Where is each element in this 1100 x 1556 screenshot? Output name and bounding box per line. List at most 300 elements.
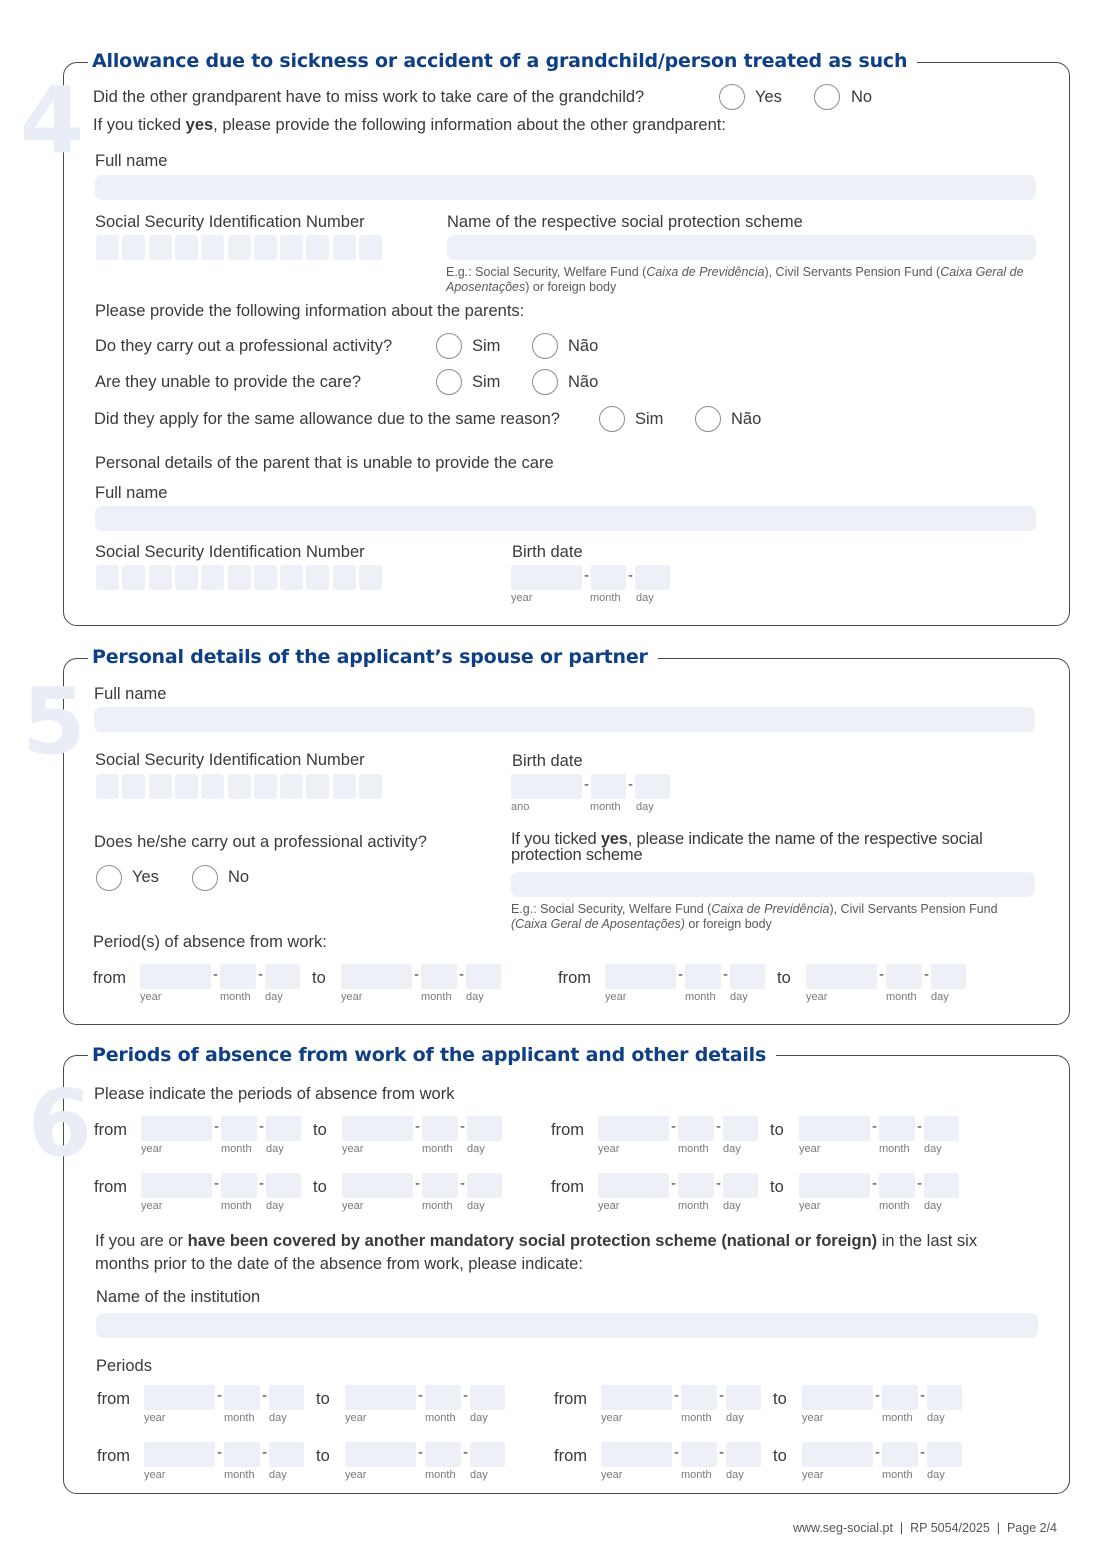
from-label: from bbox=[97, 1390, 130, 1408]
spouse-professional-no-radio[interactable] bbox=[192, 865, 218, 891]
spouse-instruction-post: , please indicate the name of the respective social protection scheme bbox=[511, 830, 983, 864]
date-separator: - bbox=[716, 1175, 721, 1192]
parents-unable-nao-label: Não bbox=[568, 373, 599, 391]
parents-unable-question: Are they unable to provide the care? bbox=[95, 373, 362, 391]
from-label: from bbox=[93, 969, 126, 987]
date-separator: - bbox=[671, 1118, 676, 1135]
day-box[interactable] bbox=[931, 964, 966, 989]
date-separator: - bbox=[719, 1444, 724, 1461]
date-separator: - bbox=[628, 567, 633, 584]
day-box[interactable] bbox=[269, 1442, 304, 1467]
ssin-digit-box[interactable] bbox=[201, 235, 224, 260]
parent-full-name-label: Full name bbox=[95, 484, 168, 502]
spouse-professional-no-label: No bbox=[228, 868, 250, 886]
month-box[interactable] bbox=[422, 1173, 458, 1198]
month-caption: month bbox=[422, 1200, 453, 1212]
section-5-number: 5 bbox=[22, 668, 87, 775]
month-caption: month bbox=[421, 991, 452, 1003]
hint-part-4: Caixa Geral de Aposentações bbox=[446, 265, 1024, 294]
day-caption: day bbox=[636, 592, 654, 604]
date-separator: - bbox=[879, 966, 884, 983]
year-caption: year bbox=[605, 991, 627, 1003]
covered-pre: If you are or bbox=[95, 1232, 188, 1250]
covered-post: in the last six months prior to the date of the absence from work, please indicate: bbox=[95, 1232, 978, 1273]
day-caption: day bbox=[931, 991, 949, 1003]
ssin-digit-box[interactable] bbox=[175, 565, 198, 590]
day-caption: day bbox=[636, 801, 654, 813]
instruction-bold: yes bbox=[185, 116, 214, 134]
section-6-number: 6 bbox=[28, 1070, 93, 1177]
ssin-digit-box[interactable] bbox=[228, 235, 251, 260]
year-box[interactable] bbox=[799, 1116, 870, 1141]
day-box[interactable] bbox=[924, 1116, 959, 1141]
day-box[interactable] bbox=[726, 1442, 761, 1467]
ssin-digit-box[interactable] bbox=[306, 235, 329, 260]
year-box[interactable] bbox=[802, 1385, 873, 1410]
date-separator: - bbox=[463, 1444, 468, 1461]
spouse-birth-date-label: Birth date bbox=[512, 752, 583, 770]
to-label: to bbox=[316, 1447, 330, 1465]
month-box[interactable] bbox=[591, 774, 626, 799]
date-separator: - bbox=[415, 1118, 420, 1135]
month-caption: month bbox=[220, 991, 251, 1003]
year-box[interactable] bbox=[511, 774, 582, 799]
year-box[interactable] bbox=[144, 1442, 215, 1467]
year-caption: year bbox=[799, 1200, 821, 1212]
day-caption: day bbox=[927, 1469, 945, 1481]
parents-applied-nao-label: Não bbox=[731, 410, 762, 428]
date-separator: - bbox=[213, 966, 218, 983]
parents-professional-nao-label: Não bbox=[568, 337, 599, 355]
ssin-digit-box[interactable] bbox=[149, 565, 172, 590]
month-box[interactable] bbox=[882, 1442, 918, 1467]
date-separator: - bbox=[214, 1118, 219, 1135]
to-label: to bbox=[770, 1178, 784, 1196]
date-separator: - bbox=[920, 1387, 925, 1404]
section-6-title: Periods of absence from work of the applicant and other details bbox=[88, 1043, 776, 1067]
month-box[interactable] bbox=[591, 565, 626, 590]
from-label: from bbox=[97, 1447, 130, 1465]
from-label: from bbox=[551, 1121, 584, 1139]
parent-ssin-label: Social Security Identification Number bbox=[95, 543, 365, 561]
day-box[interactable] bbox=[723, 1116, 758, 1141]
year-caption: year bbox=[598, 1200, 620, 1212]
day-box[interactable] bbox=[266, 1116, 301, 1141]
month-box[interactable] bbox=[221, 1116, 257, 1141]
page-footer: www.seg-social.pt | RP 5054/2025 | Page 2/4 bbox=[792, 1521, 1057, 1535]
section-5-title: Personal details of the applicant’s spouse or partner bbox=[88, 645, 658, 669]
ssin-digit-box[interactable] bbox=[254, 774, 277, 799]
year-caption: year bbox=[144, 1469, 166, 1481]
date-separator: - bbox=[917, 1118, 922, 1135]
to-label: to bbox=[777, 969, 791, 987]
day-caption: day bbox=[467, 1200, 485, 1212]
ssin-digit-box[interactable] bbox=[175, 774, 198, 799]
day-caption: day bbox=[723, 1143, 741, 1155]
parents-intro: Please provide the following information about the parents: bbox=[95, 302, 525, 320]
year-box[interactable] bbox=[140, 964, 211, 989]
hint-part-2: Caixa de Previdência bbox=[646, 265, 765, 279]
date-separator: - bbox=[415, 1175, 420, 1192]
month-caption: month bbox=[590, 592, 621, 604]
year-caption: year bbox=[140, 991, 162, 1003]
parents-applied-nao-radio[interactable] bbox=[695, 406, 721, 432]
year-box[interactable] bbox=[342, 1173, 413, 1198]
year-box[interactable] bbox=[601, 1385, 672, 1410]
date-separator: - bbox=[678, 966, 683, 983]
spouse-professional-yes-label: Yes bbox=[132, 868, 159, 886]
ssin-digit-box[interactable] bbox=[280, 235, 303, 260]
to-label: to bbox=[316, 1390, 330, 1408]
to-label: to bbox=[773, 1447, 787, 1465]
day-caption: day bbox=[266, 1143, 284, 1155]
month-caption: month bbox=[886, 991, 917, 1003]
year-caption: year bbox=[141, 1200, 163, 1212]
year-caption: year bbox=[802, 1412, 824, 1424]
year-box[interactable] bbox=[144, 1385, 215, 1410]
instruction-pre: If you ticked bbox=[93, 116, 186, 134]
date-separator: - bbox=[674, 1387, 679, 1404]
ssin-digit-box[interactable] bbox=[175, 235, 198, 260]
month-box[interactable] bbox=[425, 1442, 461, 1467]
day-caption: day bbox=[467, 1143, 485, 1155]
date-separator: - bbox=[460, 1175, 465, 1192]
grandparent-question: Did the other grandparent have to miss work to take care of the grandchild? bbox=[93, 88, 645, 106]
month-box[interactable] bbox=[879, 1116, 915, 1141]
date-separator: - bbox=[259, 1175, 264, 1192]
month-box[interactable] bbox=[886, 964, 922, 989]
grandparent-yes-label: Yes bbox=[755, 88, 782, 106]
from-label: from bbox=[554, 1390, 587, 1408]
day-box[interactable] bbox=[924, 1173, 959, 1198]
year-caption: ano bbox=[511, 801, 530, 813]
year-caption: year bbox=[341, 991, 363, 1003]
date-separator: - bbox=[674, 1444, 679, 1461]
day-box[interactable] bbox=[266, 1173, 301, 1198]
spouse-hint-part-1: E.g.: Social Security, Welfare Fund ( bbox=[511, 902, 712, 916]
spouse-hint-part-5: or foreign body bbox=[684, 917, 772, 931]
grandparent-yes-radio[interactable] bbox=[719, 84, 745, 110]
date-separator: - bbox=[875, 1387, 880, 1404]
ssin-digit-box[interactable] bbox=[96, 565, 119, 590]
spouse-scheme-instruction bbox=[511, 831, 1031, 863]
year-box[interactable] bbox=[345, 1442, 416, 1467]
from-label: from bbox=[558, 969, 591, 987]
date-separator: - bbox=[217, 1387, 222, 1404]
year-caption: year bbox=[345, 1469, 367, 1481]
date-separator: - bbox=[917, 1175, 922, 1192]
parents-unable-sim-radio[interactable] bbox=[436, 369, 462, 395]
day-caption: day bbox=[470, 1469, 488, 1481]
section-4-number: 4 bbox=[20, 67, 85, 174]
ssin-digit-box[interactable] bbox=[149, 235, 172, 260]
hint-part-3: ), Civil Servants Pension Fund ( bbox=[764, 265, 941, 279]
day-box[interactable] bbox=[269, 1385, 304, 1410]
grandparent-full-name-input[interactable] bbox=[95, 175, 1036, 200]
from-label: from bbox=[94, 1178, 127, 1196]
month-box[interactable] bbox=[421, 964, 457, 989]
month-box[interactable] bbox=[224, 1385, 260, 1410]
day-box[interactable] bbox=[723, 1173, 758, 1198]
year-caption: year bbox=[511, 592, 533, 604]
spouse-full-name-label: Full name bbox=[94, 685, 167, 703]
date-separator: - bbox=[723, 966, 728, 983]
parents-professional-question: Do they carry out a professional activity? bbox=[95, 337, 393, 355]
day-caption: day bbox=[927, 1412, 945, 1424]
day-box[interactable] bbox=[265, 964, 300, 989]
day-caption: day bbox=[269, 1412, 287, 1424]
spouse-instruction-bold: yes bbox=[600, 830, 628, 848]
month-caption: month bbox=[879, 1143, 910, 1155]
ssin-digit-box[interactable] bbox=[359, 235, 382, 260]
month-caption: month bbox=[221, 1143, 252, 1155]
from-label: from bbox=[94, 1121, 127, 1139]
month-box[interactable] bbox=[422, 1116, 458, 1141]
date-separator: - bbox=[262, 1444, 267, 1461]
ssin-digit-box[interactable] bbox=[122, 235, 145, 260]
instruction-post: , please provide the following information about the other grandparent: bbox=[213, 116, 726, 134]
date-separator: - bbox=[217, 1444, 222, 1461]
month-caption: month bbox=[678, 1143, 709, 1155]
spouse-hint-part-4: (Caixa Geral de Aposentações) bbox=[511, 917, 685, 931]
from-label: from bbox=[554, 1447, 587, 1465]
ssin-digit-box[interactable] bbox=[333, 565, 356, 590]
date-separator: - bbox=[262, 1387, 267, 1404]
date-separator: - bbox=[418, 1444, 423, 1461]
date-separator: - bbox=[414, 966, 419, 983]
day-box[interactable] bbox=[730, 964, 765, 989]
ssin-digit-box[interactable] bbox=[228, 565, 251, 590]
to-label: to bbox=[312, 969, 326, 987]
other-scheme-instruction bbox=[95, 1230, 1035, 1276]
spouse-ssin-label: Social Security Identification Number bbox=[95, 751, 365, 769]
spouse-absence-label: Period(s) of absence from work: bbox=[93, 933, 327, 951]
month-box[interactable] bbox=[221, 1173, 257, 1198]
spouse-professional-question: Does he/she carry out a professional activity? bbox=[94, 833, 427, 851]
date-separator: - bbox=[872, 1118, 877, 1135]
parents-applied-sim-label: Sim bbox=[635, 410, 664, 428]
day-caption: day bbox=[726, 1412, 744, 1424]
month-caption: month bbox=[681, 1412, 712, 1424]
grandparent-instruction bbox=[93, 115, 726, 135]
month-caption: month bbox=[221, 1200, 252, 1212]
date-separator: - bbox=[924, 966, 929, 983]
hint-part-5: ) or foreign body bbox=[525, 280, 617, 294]
date-separator: - bbox=[463, 1387, 468, 1404]
month-caption: month bbox=[678, 1200, 709, 1212]
month-box[interactable] bbox=[879, 1173, 915, 1198]
day-caption: day bbox=[723, 1200, 741, 1212]
year-box[interactable] bbox=[341, 964, 412, 989]
date-separator: - bbox=[920, 1444, 925, 1461]
year-box[interactable] bbox=[141, 1173, 212, 1198]
ssin-digit-box[interactable] bbox=[201, 565, 224, 590]
day-caption: day bbox=[924, 1200, 942, 1212]
month-box[interactable] bbox=[882, 1385, 918, 1410]
parents-applied-sim-radio[interactable] bbox=[599, 406, 625, 432]
year-caption: year bbox=[342, 1143, 364, 1155]
year-caption: year bbox=[802, 1469, 824, 1481]
month-box[interactable] bbox=[685, 964, 721, 989]
periods-label: Periods bbox=[96, 1357, 152, 1375]
parents-unable-nao-radio[interactable] bbox=[532, 369, 558, 395]
ssin-digit-box[interactable] bbox=[333, 774, 356, 799]
grandparent-full-name-label: Full name bbox=[95, 152, 168, 170]
year-box[interactable] bbox=[605, 964, 676, 989]
date-separator: - bbox=[214, 1175, 219, 1192]
grandparent-scheme-label: Name of the respective social protection scheme bbox=[447, 213, 803, 231]
institution-input[interactable] bbox=[96, 1313, 1038, 1338]
day-box[interactable] bbox=[635, 565, 670, 590]
day-box[interactable] bbox=[466, 964, 501, 989]
grandparent-ssin-label: Social Security Identification Number bbox=[95, 213, 365, 231]
ssin-digit-box[interactable] bbox=[280, 774, 303, 799]
day-box[interactable] bbox=[927, 1442, 962, 1467]
year-caption: year bbox=[144, 1412, 166, 1424]
parents-applied-question: Did they apply for the same allowance due to the same reason? bbox=[94, 410, 560, 428]
grandparent-no-radio[interactable] bbox=[814, 84, 840, 110]
day-box[interactable] bbox=[470, 1385, 505, 1410]
parents-professional-sim-label: Sim bbox=[472, 337, 501, 355]
year-caption: year bbox=[806, 991, 828, 1003]
to-label: to bbox=[313, 1121, 327, 1139]
day-box[interactable] bbox=[470, 1442, 505, 1467]
covered-bold: have been covered by another mandatory social protection scheme (national or foreign) bbox=[187, 1232, 878, 1250]
year-caption: year bbox=[141, 1143, 163, 1155]
year-box[interactable] bbox=[598, 1173, 669, 1198]
month-caption: month bbox=[685, 991, 716, 1003]
date-separator: - bbox=[460, 1118, 465, 1135]
ssin-digit-box[interactable] bbox=[201, 774, 224, 799]
year-box[interactable] bbox=[511, 565, 582, 590]
ssin-digit-box[interactable] bbox=[96, 774, 119, 799]
parents-professional-sim-radio[interactable] bbox=[436, 333, 462, 359]
parents-unable-sim-label: Sim bbox=[472, 373, 501, 391]
grandparent-scheme-input[interactable] bbox=[447, 235, 1036, 260]
ssin-digit-box[interactable] bbox=[359, 565, 382, 590]
year-box[interactable] bbox=[345, 1385, 416, 1410]
day-caption: day bbox=[924, 1143, 942, 1155]
date-separator: - bbox=[671, 1175, 676, 1192]
year-caption: year bbox=[601, 1412, 623, 1424]
from-label: from bbox=[551, 1178, 584, 1196]
month-box[interactable] bbox=[681, 1442, 717, 1467]
date-separator: - bbox=[418, 1387, 423, 1404]
day-box[interactable] bbox=[635, 774, 670, 799]
year-box[interactable] bbox=[799, 1173, 870, 1198]
date-separator: - bbox=[716, 1118, 721, 1135]
institution-label: Name of the institution bbox=[96, 1288, 261, 1306]
year-caption: year bbox=[799, 1143, 821, 1155]
date-separator: - bbox=[719, 1387, 724, 1404]
ssin-digit-box[interactable] bbox=[254, 565, 277, 590]
parent-full-name-input[interactable] bbox=[95, 506, 1036, 531]
month-caption: month bbox=[590, 801, 621, 813]
spouse-scheme-hint bbox=[511, 902, 1036, 932]
day-caption: day bbox=[726, 1469, 744, 1481]
ssin-digit-box[interactable] bbox=[122, 774, 145, 799]
ssin-digit-box[interactable] bbox=[228, 774, 251, 799]
to-label: to bbox=[773, 1390, 787, 1408]
month-caption: month bbox=[425, 1469, 456, 1481]
ssin-digit-box[interactable] bbox=[280, 565, 303, 590]
date-separator: - bbox=[584, 567, 589, 584]
year-box[interactable] bbox=[598, 1116, 669, 1141]
year-box[interactable] bbox=[806, 964, 877, 989]
ssin-digit-box[interactable] bbox=[254, 235, 277, 260]
ssin-digit-box[interactable] bbox=[306, 565, 329, 590]
year-caption: year bbox=[598, 1143, 620, 1155]
day-caption: day bbox=[470, 1412, 488, 1424]
day-caption: day bbox=[265, 991, 283, 1003]
month-caption: month bbox=[425, 1412, 456, 1424]
year-box[interactable] bbox=[141, 1116, 212, 1141]
section-4-title: Allowance due to sickness or accident of a grandchild/person treated as such bbox=[88, 49, 917, 73]
date-separator: - bbox=[872, 1175, 877, 1192]
ssin-digit-box[interactable] bbox=[149, 774, 172, 799]
grandparent-scheme-hint bbox=[446, 265, 1036, 295]
grandparent-no-label: No bbox=[851, 88, 873, 106]
day-box[interactable] bbox=[467, 1173, 502, 1198]
ssin-digit-box[interactable] bbox=[122, 565, 145, 590]
absence-intro: Please indicate the periods of absence from work bbox=[94, 1085, 455, 1103]
year-box[interactable] bbox=[342, 1116, 413, 1141]
date-separator: - bbox=[259, 1118, 264, 1135]
month-caption: month bbox=[224, 1412, 255, 1424]
date-separator: - bbox=[628, 776, 633, 793]
year-box[interactable] bbox=[802, 1442, 873, 1467]
parent-birth-date-label: Birth date bbox=[512, 543, 583, 561]
year-caption: year bbox=[342, 1200, 364, 1212]
month-caption: month bbox=[882, 1412, 913, 1424]
month-caption: month bbox=[681, 1469, 712, 1481]
ssin-digit-box[interactable] bbox=[306, 774, 329, 799]
spouse-scheme-input[interactable] bbox=[511, 872, 1035, 897]
ssin-digit-box[interactable] bbox=[359, 774, 382, 799]
date-separator: - bbox=[584, 776, 589, 793]
ssin-digit-box[interactable] bbox=[333, 235, 356, 260]
spouse-instruction-pre: If you ticked bbox=[511, 830, 601, 848]
year-caption: year bbox=[345, 1412, 367, 1424]
month-box[interactable] bbox=[425, 1385, 461, 1410]
ssin-digit-box[interactable] bbox=[96, 235, 119, 260]
month-box[interactable] bbox=[224, 1442, 260, 1467]
date-separator: - bbox=[258, 966, 263, 983]
date-separator: - bbox=[459, 966, 464, 983]
to-label: to bbox=[770, 1121, 784, 1139]
hint-part-1: E.g.: Social Security, Welfare Fund ( bbox=[446, 265, 647, 279]
month-caption: month bbox=[879, 1200, 910, 1212]
day-box[interactable] bbox=[726, 1385, 761, 1410]
to-label: to bbox=[313, 1178, 327, 1196]
spouse-professional-yes-radio[interactable] bbox=[96, 865, 122, 891]
day-caption: day bbox=[269, 1469, 287, 1481]
month-box[interactable] bbox=[220, 964, 256, 989]
parents-professional-nao-radio[interactable] bbox=[532, 333, 558, 359]
year-caption: year bbox=[601, 1469, 623, 1481]
day-caption: day bbox=[266, 1200, 284, 1212]
spouse-full-name-input[interactable] bbox=[94, 707, 1035, 732]
month-box[interactable] bbox=[681, 1385, 717, 1410]
month-box[interactable] bbox=[678, 1116, 714, 1141]
month-caption: month bbox=[224, 1469, 255, 1481]
day-caption: day bbox=[730, 991, 748, 1003]
day-box[interactable] bbox=[927, 1385, 962, 1410]
year-box[interactable] bbox=[601, 1442, 672, 1467]
month-box[interactable] bbox=[678, 1173, 714, 1198]
spouse-hint-part-3: ), Civil Servants Pension Fund bbox=[829, 902, 998, 916]
day-box[interactable] bbox=[467, 1116, 502, 1141]
